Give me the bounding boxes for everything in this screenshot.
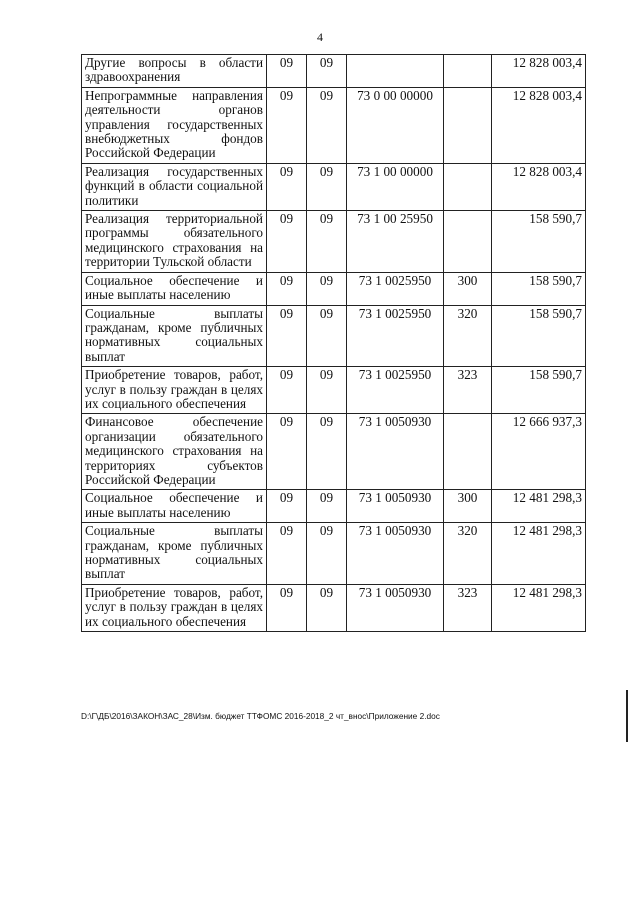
section-code-cell: 09 <box>267 163 307 210</box>
expense-type-cell: 320 <box>444 523 492 585</box>
section-code-cell: 09 <box>267 87 307 163</box>
table-row <box>82 367 586 414</box>
expense-type-cell: 323 <box>444 367 492 414</box>
budget-table-body <box>82 55 586 632</box>
amount-cell: 12 666 937,3 <box>492 414 586 490</box>
row-name-cell: Социальные выплаты гражданам, кроме публичных нормативных социальных выплат <box>82 523 267 585</box>
amount-cell: 158 590,7 <box>492 211 586 273</box>
row-name-cell: Социальные выплаты гражданам, кроме публичных нормативных социальных выплат <box>82 305 267 367</box>
subsection-code-cell: 09 <box>307 55 347 88</box>
target-article-cell: 73 1 0025950 <box>347 305 444 367</box>
table-row <box>82 414 586 490</box>
expense-type-cell: 300 <box>444 272 492 305</box>
table-row <box>82 55 586 88</box>
subsection-code-cell: 09 <box>307 490 347 523</box>
expense-type-cell <box>444 211 492 273</box>
row-name-cell: Финансовое обеспечение организации обязательного медицинского страхования на территориях субъектов Российской Федерации <box>82 414 267 490</box>
row-name-cell: Реализация государственных функций в области социальной политики <box>82 163 267 210</box>
amount-cell: 12 481 298,3 <box>492 584 586 631</box>
row-name-cell: Другие вопросы в области здравоохранения <box>82 55 267 88</box>
expense-type-cell: 323 <box>444 584 492 631</box>
target-article-cell: 73 0 00 00000 <box>347 87 444 163</box>
table-row <box>82 490 586 523</box>
row-name-cell: Приобретение товаров, работ, услуг в пользу граждан в целях их социального обеспечения <box>82 367 267 414</box>
row-name-cell: Социальное обеспечение и иные выплаты населению <box>82 490 267 523</box>
expense-type-cell: 300 <box>444 490 492 523</box>
subsection-code-cell: 09 <box>307 305 347 367</box>
table-row <box>82 272 586 305</box>
target-article-cell: 73 1 0050930 <box>347 414 444 490</box>
subsection-code-cell: 09 <box>307 367 347 414</box>
amount-cell: 158 590,7 <box>492 305 586 367</box>
section-code-cell: 09 <box>267 211 307 273</box>
amount-cell: 12 481 298,3 <box>492 523 586 585</box>
margin-rule <box>626 690 628 742</box>
target-article-cell: 73 1 0025950 <box>347 367 444 414</box>
section-code-cell: 09 <box>267 414 307 490</box>
amount-cell: 12 828 003,4 <box>492 87 586 163</box>
expense-type-cell <box>444 55 492 88</box>
subsection-code-cell: 09 <box>307 163 347 210</box>
expense-type-cell: 320 <box>444 305 492 367</box>
target-article-cell: 73 1 0050930 <box>347 490 444 523</box>
section-code-cell: 09 <box>267 272 307 305</box>
subsection-code-cell: 09 <box>307 414 347 490</box>
expense-type-cell <box>444 163 492 210</box>
amount-cell: 12 828 003,4 <box>492 163 586 210</box>
subsection-code-cell: 09 <box>307 87 347 163</box>
budget-table <box>81 54 586 632</box>
table-row <box>82 163 586 210</box>
section-code-cell: 09 <box>267 55 307 88</box>
section-code-cell: 09 <box>267 367 307 414</box>
section-code-cell: 09 <box>267 305 307 367</box>
row-name-cell: Приобретение товаров, работ, услуг в пользу граждан в целях их социального обеспечения <box>82 584 267 631</box>
section-code-cell: 09 <box>267 523 307 585</box>
subsection-code-cell: 09 <box>307 523 347 585</box>
table-row <box>82 584 586 631</box>
table-row <box>82 305 586 367</box>
target-article-cell: 73 1 00 00000 <box>347 163 444 210</box>
section-code-cell: 09 <box>267 490 307 523</box>
section-code-cell: 09 <box>267 584 307 631</box>
target-article-cell: 73 1 0050930 <box>347 584 444 631</box>
file-path-footer: D:\Г\ДБ\2016\ЗАКОН\ЗАС_28\Изм. бюджет ТТФОМС 2016-2018_2 чт_внос\Приложение 2.doc <box>81 711 440 721</box>
expense-type-cell <box>444 87 492 163</box>
subsection-code-cell: 09 <box>307 211 347 273</box>
target-article-cell: 73 1 00 25950 <box>347 211 444 273</box>
expense-type-cell <box>444 414 492 490</box>
table-row <box>82 523 586 585</box>
amount-cell: 12 481 298,3 <box>492 490 586 523</box>
row-name-cell: Социальное обеспечение и иные выплаты населению <box>82 272 267 305</box>
amount-cell: 158 590,7 <box>492 272 586 305</box>
row-name-cell: Реализация территориальной программы обязательного медицинского страхования на территории Тульской области <box>82 211 267 273</box>
subsection-code-cell: 09 <box>307 272 347 305</box>
amount-cell: 12 828 003,4 <box>492 55 586 88</box>
target-article-cell <box>347 55 444 88</box>
page-number: 4 <box>317 30 323 44</box>
amount-cell: 158 590,7 <box>492 367 586 414</box>
target-article-cell: 73 1 0050930 <box>347 523 444 585</box>
subsection-code-cell: 09 <box>307 584 347 631</box>
table-row <box>82 87 586 163</box>
row-name-cell: Непрограммные направления деятельности органов управления государственных внебюджетных фондов Российской Федерации <box>82 87 267 163</box>
table-row <box>82 211 586 273</box>
target-article-cell: 73 1 0025950 <box>347 272 444 305</box>
